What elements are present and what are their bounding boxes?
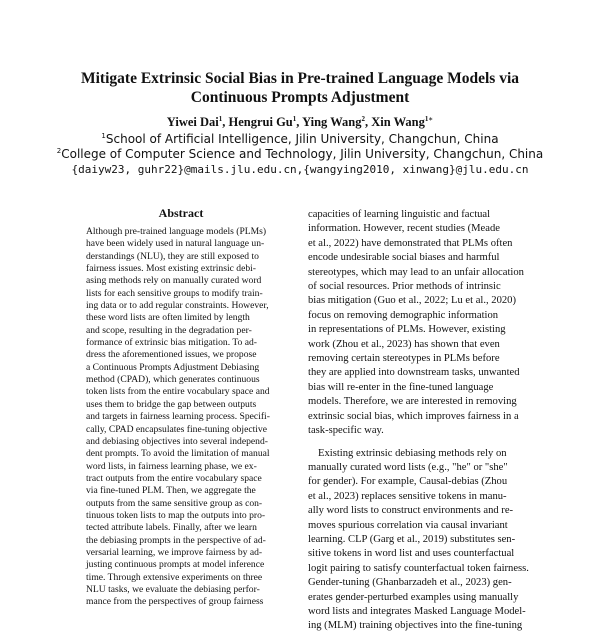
abstract-line: formance of extrinsic bias mitigation. To ad- <box>86 337 257 349</box>
abstract-line: via fine-tuned PLM. Then, we aggregate the <box>86 485 256 497</box>
author-name: Ying Wang <box>302 115 362 129</box>
abstract-line: tract outputs from the entire vocabulary space <box>86 472 262 484</box>
abstract-line: and debiasing objectives into several independ- <box>86 435 268 447</box>
abstract-line: ing data or to add regular constraints. However, <box>86 300 269 312</box>
body-line: logit pairing to satisfy counterfactual token fairness. <box>308 562 529 574</box>
abstract-line: method (CPAD), which generates continuous <box>86 374 260 386</box>
body-line: Gender-tuning (Ghanbarzadeh et al., 2023) gen- <box>308 577 512 589</box>
body-line: capacities of learning linguistic and factual <box>308 209 491 220</box>
abstract-line: tected attribute labels. Finally, after we learn <box>86 522 257 534</box>
paper-title <box>0 69 600 107</box>
body-line: task-specific way. <box>308 425 384 437</box>
paragraph-gap <box>308 439 530 447</box>
body-line: erates gender-perturbed examples using manually <box>308 591 519 603</box>
abstract-line: cally, CPAD encapsulates fine-tuning objective <box>86 423 267 435</box>
author-name: Hengrui Gu <box>228 115 293 129</box>
affiliation-mark: 1 <box>101 132 106 140</box>
body-line: ally word lists to construct environments and re- <box>308 505 514 517</box>
body-line: removing certain stereotypes in PLMs before <box>308 353 500 365</box>
abstract-heading: Abstract <box>158 206 204 220</box>
body-line: stereotypes, which may lead to an unfair allocation <box>308 266 524 278</box>
body-line: bias will re-enter in the fine-tuned language <box>308 381 494 393</box>
abstract-line: time. Through extensive experiments on three <box>86 571 263 583</box>
author-emails: {daiyw23, guhr22}@mails.jlu.edu.cn,{wangying2010, xinwang}@jlu.edu.cn <box>71 163 529 176</box>
body-line: extrinsic social bias, which improves fairness in a <box>308 410 519 422</box>
abstract-line: versarial learning, we improve fairness by ad- <box>86 546 263 558</box>
abstract-line: fairness issues. Most existing extrinsic debi- <box>86 263 256 275</box>
abstract-line: lists for each sensitive groups to modify train- <box>86 287 263 299</box>
affiliation-text: School of Artificial Intelligence, Jilin University, Changchun, China <box>105 132 499 146</box>
body-line: bias mitigation (Guo et al., 2022; Lu et al., 2020) <box>308 295 517 307</box>
abstract-line: mance from the perspectives of group fairness <box>86 596 264 608</box>
body-line: et al., 2022) have demonstrated that PLMs often <box>308 237 513 249</box>
affiliation-2 <box>0 147 600 162</box>
author-mark: 1∗ <box>424 114 434 123</box>
author-list: Yiwei Dai$^1$, Hengrui Gu$^1$, Ying Wang$^2$, Xin Wang$^{1∗}$ <box>166 114 434 129</box>
title-line-1: Mitigate Extrinsic Social Bias in Pre-trained Language Models via <box>81 70 519 87</box>
author-mark: 1 <box>292 114 297 123</box>
abstract-line: a Continuous Prompts Adjustment Debiasing <box>86 361 260 373</box>
abstract-line: uses them to bridge the gap between outputs <box>86 398 257 410</box>
title-line-2: Continuous Prompts Adjustment <box>190 89 410 106</box>
abstract-line: and scope, resulting in the degradation per- <box>86 324 252 336</box>
affiliation-mark: 2 <box>56 147 62 155</box>
abstract-line: these word lists are often limited by length <box>86 312 250 324</box>
right-column-body <box>308 208 530 634</box>
abstract-line: dent prompts. To avoid the limitation of manual <box>86 448 270 460</box>
abstract-line: the debiasing prompts in the perspective of ad- <box>86 534 266 546</box>
body-line: of social resources. Prior methods of intrinsic <box>308 281 501 293</box>
body-line: in representations of PLMs. However, existing <box>308 324 506 336</box>
abstract-line: have been widely used in natural language un- <box>86 238 265 250</box>
body-line: models. Therefore, we are interested in removing <box>308 396 517 408</box>
body-line: learning. CLP (Garg et al., 2019) substitutes sen- <box>308 533 516 545</box>
abstract-line: outputs from the same sensitive group as con- <box>86 497 263 509</box>
abstract-line: word lists, in fairness learning phase, we ex- <box>86 460 257 472</box>
author-name: Yiwei Dai <box>166 115 219 129</box>
body-line: ing (MLM) training objectives into the fine-tuning <box>308 620 523 632</box>
body-line: for gender). For example, Causal-debias (Zhou <box>308 476 508 488</box>
abstract-line: Although pre-trained language models (PLMs) <box>86 226 267 237</box>
abstract-line: justing continuous prompts at model inference <box>86 559 265 571</box>
body-line: manually curated word lists (e.g., "he" or "she" <box>308 461 508 473</box>
body-line: encode undesirable social biases and harmful <box>308 252 500 264</box>
abstract-line: NLU tasks, we evaluate the debiasing perfor- <box>86 583 260 595</box>
author-name: Xin Wang <box>371 115 425 129</box>
author-mark: 2 <box>361 114 365 123</box>
body-line: moves spurious correlation via causal invariant <box>308 519 508 531</box>
abstract-line: token lists from the entire vocabulary space and <box>86 386 270 398</box>
author-mark: 1 <box>218 114 223 123</box>
body-line: focus on removing demographic information <box>308 309 499 321</box>
body-line: work (Zhou et al., 2023) has shown that even <box>308 338 500 350</box>
affiliation-1 <box>0 132 600 147</box>
affiliation-text: College of Computer Science and Technology, Jilin University, Changchun, China <box>61 147 544 161</box>
abstract-line: derstandings (NLU), they are still exposed to <box>86 250 259 262</box>
abstract-line: asing methods rely on manually curated word <box>86 275 262 287</box>
body-line: sitive tokens in word list and uses counterfactual <box>308 548 515 560</box>
abstract-line: tinuous token lists to map the outputs into pro- <box>86 509 266 521</box>
abstract-line: dress the aforementioned issues, we propose <box>86 349 257 361</box>
abstract-line: and targets in fairness learning process. Specifi- <box>86 411 270 423</box>
abstract-body <box>86 226 276 609</box>
body-line: et al., 2023) replaces sensitive tokens in manu- <box>308 490 507 502</box>
body-line: they are applied into downstream tasks, unwanted <box>308 367 520 379</box>
body-line: Existing extrinsic debiasing methods rely on <box>318 447 507 459</box>
body-line: word lists and integrates Masked Language Model- <box>308 605 526 617</box>
body-line: information. However, recent studies (Meade <box>308 223 500 235</box>
